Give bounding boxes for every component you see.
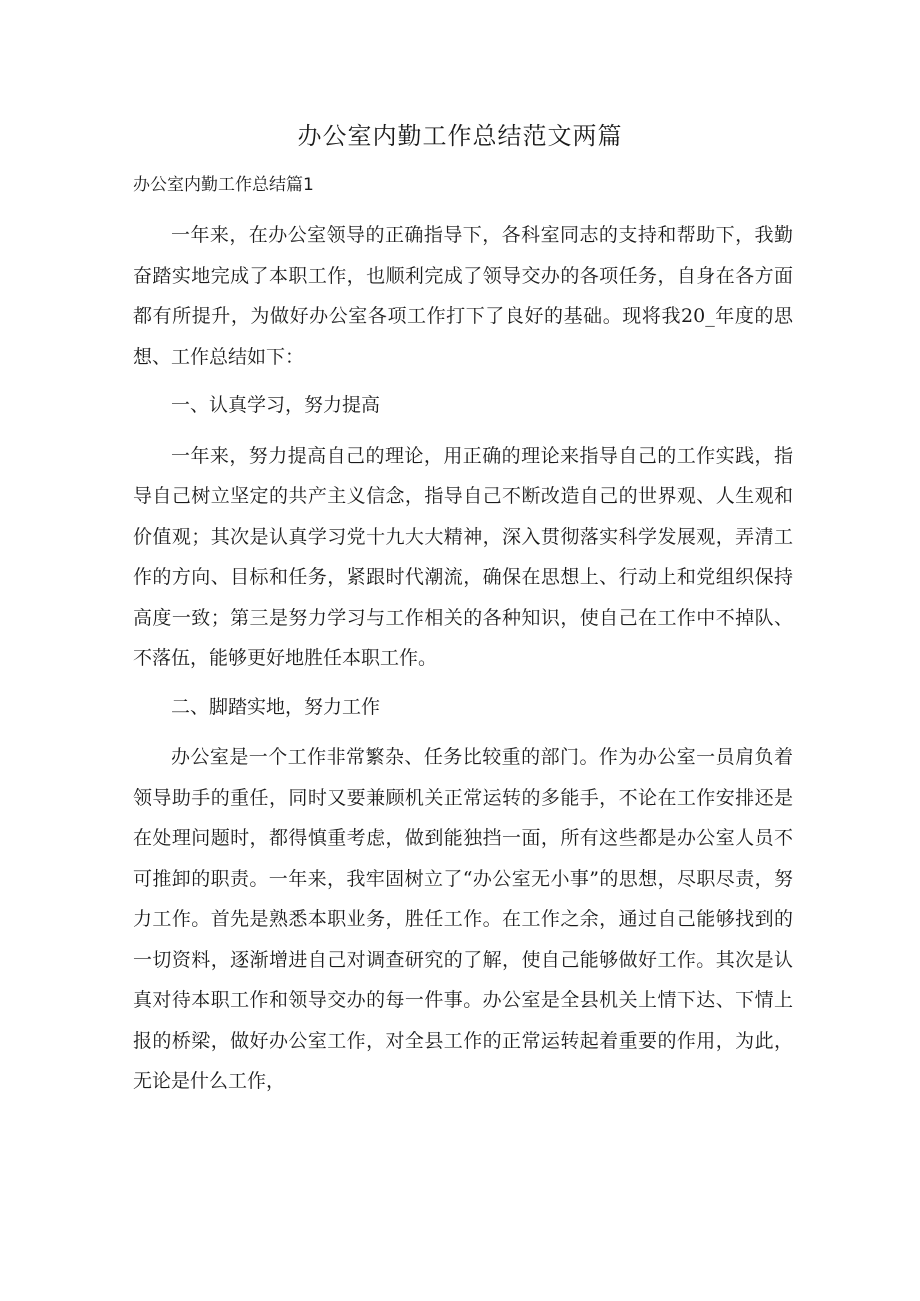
document-body (133, 215, 793, 1102)
paragraph-work: 办公室是一个工作非常繁杂、任务比较重的部门。作为办公室一员肩负着领导助手的重任，同时又要兼顾机关正常运转的多能手，不论在工作安排还是在处理问题时，都得慎重考虑，做到能独挡一面，所有这些都是办公室人员不可推卸的职责。一年来，我牢固树立了“办公室无小事”的思想，尽职尽责，努力工作。首先是熟悉本职业务，胜任工作。在工作之余，通过自己能够找到的一切资料，逐渐增进自己对调查研究的了解，使自己能够做好工作。其次是认真对待本职工作和领导交办的每一件事。办公室是全县机关上情下达、下情上报的桥梁，做好办公室工作，对全县工作的正常运转起着重要的作用，为此，无论是什么工作， (133, 746, 793, 1092)
section-heading: 办公室内勤工作总结篇1 (133, 175, 314, 195)
paragraph-intro: 一年来，在办公室领导的正确指导下，各科室同志的支持和帮助下，我勤奋踏实地完成了本职工作，也顺利完成了领导交办的各项任务，自身在各方面都有所提升，为做好办公室各项工作打下了良好的基础。现将我20_年度的思想、工作总结如下： (133, 224, 793, 368)
subheading-study: 一、认真学习，努力提高 (171, 394, 381, 416)
document-title: 办公室内勤工作总结范文两篇 (297, 122, 623, 150)
paragraph-study: 一年来，努力提高自己的理论，用正确的理论来指导自己的工作实践，指导自己树立坚定的共产主义信念，指导自己不断改造自己的世界观、人生观和价值观；其次是认真学习党十九大大精神，深入贯彻落实科学发展观，弄清工作的方向、目标和任务，紧跟时代潮流，确保在思想上、行动上和党组织保持高度一致；第三是努力学习与工作相关的各种知识，使自己在工作中不掉队、不落伍，能够更好地胜任本职工作。 (133, 444, 793, 669)
subheading-work: 二、脚踏实地，努力工作 (171, 695, 381, 718)
